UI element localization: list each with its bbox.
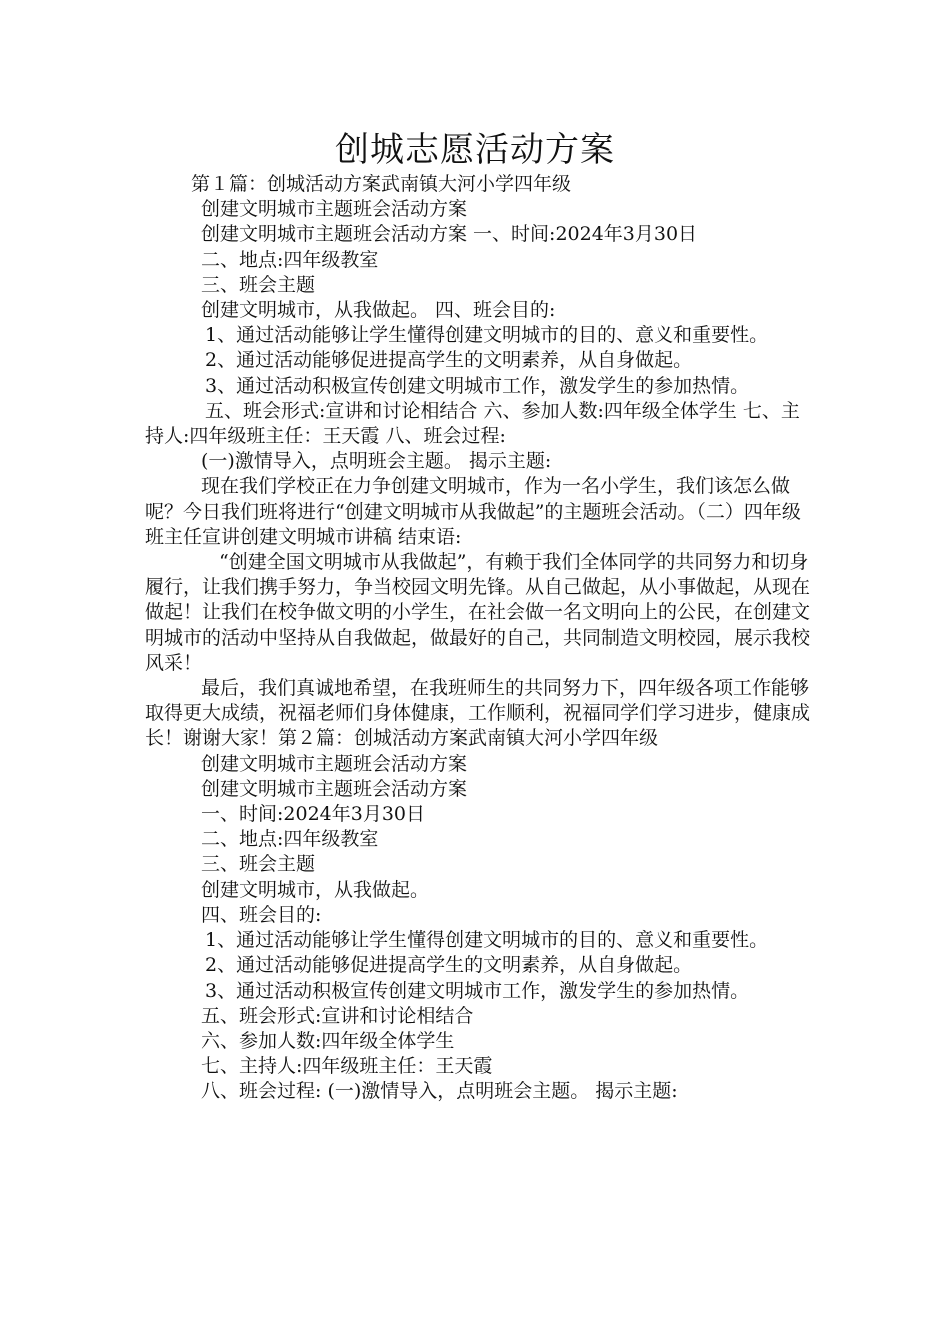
paragraph: 创建文明城市主题班会活动方案 — [201, 198, 468, 221]
paragraph: 1、通过活动能够让学生懂得创建文明城市的目的、意义和重要性。 — [205, 324, 769, 347]
paragraph: 现在我们学校正在力争创建文明城市，作为一名小学生，我们该怎么做呢？今日我们班将进行“创建文明城市从我做起”的主题班会活动。（二）四年级班主任宣讲创建文明城市讲稿 结束语: — [145, 475, 801, 548]
paragraph: 创建文明城市，从我做起。 — [201, 878, 430, 901]
paragraph: 四、班会目的: — [201, 903, 322, 926]
paragraph: 创建文明城市，从我做起。 四、班会目的: — [201, 299, 556, 322]
paragraph: 2、通过活动能够促进提高学生的文明素养，从自身做起。 — [205, 954, 693, 977]
paragraph: 五、班会形式:宣讲和讨论相结合 — [201, 1004, 474, 1027]
paragraph: 三、班会主题 — [201, 273, 316, 296]
paragraph: 七、主持人:四年级班主任：王天霞 — [201, 1055, 493, 1078]
paragraph: 八、班会过程: (一)激情导入，点明班会主题。 揭示主题: — [201, 1080, 678, 1103]
paragraph: 2、通过活动能够促进提高学生的文明素养，从自身做起。 — [205, 349, 693, 372]
paragraph: 创建文明城市主题班会活动方案 一、时间:2024年3月30日 — [201, 223, 698, 246]
paragraph: 第１篇：创城活动方案武南镇大河小学四年级 — [191, 173, 572, 195]
paragraph: 1、通过活动能够让学生懂得创建文明城市的目的、意义和重要性。 — [205, 929, 769, 952]
document-body — [145, 172, 810, 1105]
paragraph: 三、班会主题 — [201, 853, 316, 876]
paragraph: 二、地点:四年级教室 — [201, 248, 379, 271]
paragraph: 一、时间:2024年3月30日 — [201, 803, 426, 826]
paragraph: 二、地点:四年级教室 — [201, 828, 379, 851]
paragraph: 创建文明城市主题班会活动方案 — [201, 777, 468, 800]
paragraph: 创建文明城市主题班会活动方案 — [201, 752, 468, 775]
document-title: 创城志愿活动方案 — [335, 130, 615, 170]
paragraph: “创建全国文明城市从我做起”，有赖于我们全体同学的共同努力和切身履行，让我们携手努力，争当校园文明先锋。从自己做起，从小事做起，从现在做起！让我们在校争做文明的小学生，在社会做一名文明向上的公民，在创建文明城市的活动中坚持从自我做起，做最好的自己，共同制造文明校园，展示我校风采！ — [145, 551, 811, 674]
paragraph: 3、通过活动积极宣传创建文明城市工作，激发学生的参加热情。 — [205, 979, 750, 1002]
paragraph: 六、参加人数:四年级全体学生 — [201, 1029, 455, 1052]
paragraph: (一)激情导入，点明班会主题。 揭示主题: — [201, 450, 552, 473]
paragraph: 3、通过活动积极宣传创建文明城市工作，激发学生的参加热情。 — [205, 374, 750, 397]
paragraph: 五、班会形式:宣讲和讨论相结合 六、参加人数:四年级全体学生 七、主持人:四年级班主任：王天霞 八、班会过程: — [145, 399, 800, 448]
paragraph: 最后，我们真诚地希望，在我班师生的共同努力下，四年级各项工作能够取得更大成绩，祝福老师们身体健康，工作顺利，祝福同学们学习进步，健康成长！谢谢大家！第２篇：创城活动方案武南镇大河小学四年级 — [145, 677, 811, 750]
